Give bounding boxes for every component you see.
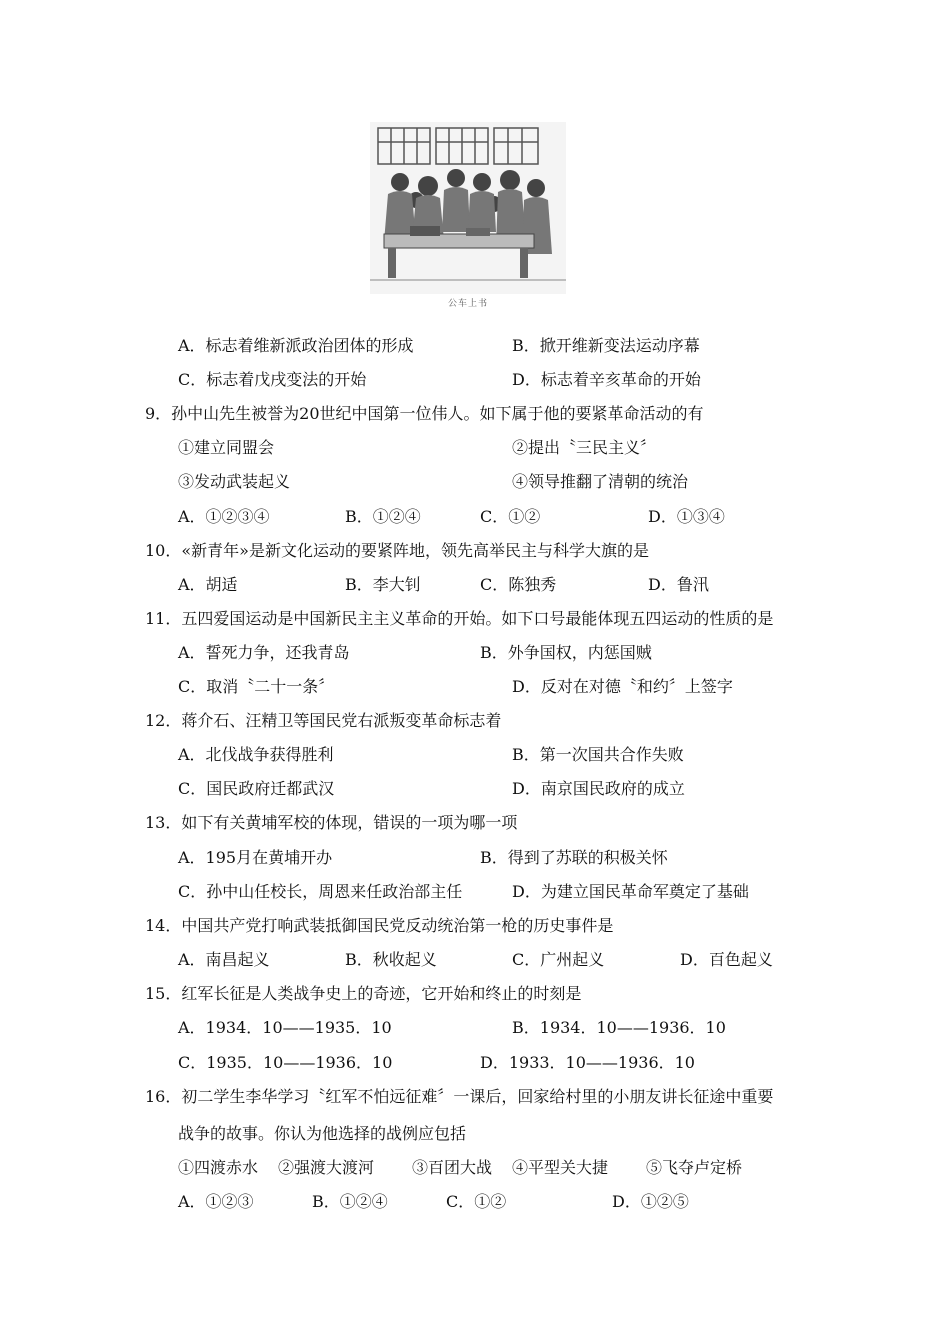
q13-option-a: A．195月在黄埔开办 bbox=[178, 848, 333, 867]
q15-option-c: C．1935．10——1936．10 bbox=[178, 1053, 393, 1072]
q11-option-c: C．取消〝二十一条〞 bbox=[178, 677, 335, 696]
q12-option-c: C．国民政府迁都武汉 bbox=[178, 779, 335, 798]
q15-stem: 15．红军长征是人类战争史上的奇迹，它开始和终止的时刻是 bbox=[145, 984, 582, 1003]
q16-stem-line1: 16．初二学生李华学习〝红军不怕远征难〞一课后，回家给村里的小朋友讲长征途中重要 bbox=[145, 1087, 774, 1106]
q9-option-c: C．①② bbox=[480, 507, 541, 526]
q11-option-d: D．反对在对德〝和约〞上签字 bbox=[512, 677, 733, 696]
q16-option-c: C．①② bbox=[446, 1192, 507, 1211]
q12-option-a: A．北伐战争获得胜利 bbox=[178, 745, 334, 764]
q16-item-5: ⑤飞夺卢定桥 bbox=[646, 1158, 743, 1177]
q12-option-b: B．第一次国共合作失败 bbox=[512, 745, 684, 764]
q12-option-d: D．南京国民政府的成立 bbox=[512, 779, 685, 798]
q14-stem: 14．中国共产党打响武装抵御国民党反动统治第一枪的历史事件是 bbox=[145, 916, 614, 935]
q9-item-2: ②提出〝三民主义〞 bbox=[512, 438, 657, 457]
q9-item-4: ④领导推翻了清朝的统治 bbox=[512, 472, 689, 491]
q9-item-1: ①建立同盟会 bbox=[178, 438, 275, 457]
q9-option-a: A．①②③④ bbox=[178, 507, 270, 526]
q16-item-1: ①四渡赤水 bbox=[178, 1158, 259, 1177]
q11-stem: 11．五四爱国运动是中国新民主主义革命的开始。如下口号最能体现五四运动的性质的是 bbox=[145, 609, 774, 628]
q14-option-c: C．广州起义 bbox=[512, 950, 605, 969]
q9-option-d: D．①③④ bbox=[648, 507, 725, 526]
gongche-shangshu-illustration bbox=[370, 122, 566, 312]
q8-option-d: D．标志着辛亥革命的开始 bbox=[512, 370, 701, 389]
q8-option-b: B．掀开维新变法运动序幕 bbox=[512, 336, 700, 355]
q12-stem: 12．蒋介石、汪精卫等国民党右派叛变革命标志着 bbox=[145, 711, 502, 730]
q16-option-d: D．①②⑤ bbox=[612, 1192, 689, 1211]
illustration-caption: 公车上书 bbox=[447, 299, 488, 309]
q16-item-3: ③百团大战 bbox=[412, 1158, 493, 1177]
q9-option-b: B．①②④ bbox=[345, 507, 421, 526]
q11-option-b: B．外争国权，内惩国贼 bbox=[480, 643, 652, 662]
q13-option-c: C．孙中山任校长，周恩来任政治部主任 bbox=[178, 882, 463, 901]
q16-item-4: ④平型关大捷 bbox=[512, 1158, 609, 1177]
q10-stem: 10．«新青年»是新文化运动的要紧阵地，领先高举民主与科学大旗的是 bbox=[145, 541, 649, 560]
q8-option-a: A．标志着维新派政治团体的形成 bbox=[178, 336, 414, 355]
q10-option-d: D．鲁汛 bbox=[648, 575, 709, 594]
q13-stem: 13．如下有关黄埔军校的体现，错误的一项为哪一项 bbox=[145, 813, 518, 832]
q11-option-a: A．誓死力争，还我青岛 bbox=[178, 643, 350, 662]
q10-option-b: B．李大钊 bbox=[345, 575, 421, 594]
q16-option-a: A．①②③ bbox=[178, 1192, 254, 1211]
q9-stem: 9．孙中山先生被誉为20世纪中国第一位伟人。如下属于他的要紧革命活动的有 bbox=[145, 404, 704, 423]
q9-item-3: ③发动武装起义 bbox=[178, 472, 291, 491]
q14-option-a: A．南昌起义 bbox=[178, 950, 270, 969]
q16-item-2: ②强渡大渡河 bbox=[278, 1158, 375, 1177]
q13-option-d: D．为建立国民革命军奠定了基础 bbox=[512, 882, 749, 901]
q13-option-b: B．得到了苏联的积极关怀 bbox=[480, 848, 668, 867]
q15-option-b: B．1934．10——1936．10 bbox=[512, 1018, 726, 1037]
q16-option-b: B．①②④ bbox=[312, 1192, 388, 1211]
q15-option-a: A．1934．10——1935．10 bbox=[178, 1018, 392, 1037]
illustration-drawing bbox=[370, 122, 566, 294]
q14-option-b: B．秋收起义 bbox=[345, 950, 437, 969]
q8-option-c: C．标志着戊戌变法的开始 bbox=[178, 370, 367, 389]
q15-option-d: D．1933．10——1936．10 bbox=[480, 1053, 695, 1072]
q10-option-a: A．胡适 bbox=[178, 575, 238, 594]
q10-option-c: C．陈独秀 bbox=[480, 575, 557, 594]
q14-option-d: D．百色起义 bbox=[680, 950, 773, 969]
q16-stem-line2: 战争的故事。你认为他选择的战例应包括 bbox=[178, 1124, 467, 1143]
